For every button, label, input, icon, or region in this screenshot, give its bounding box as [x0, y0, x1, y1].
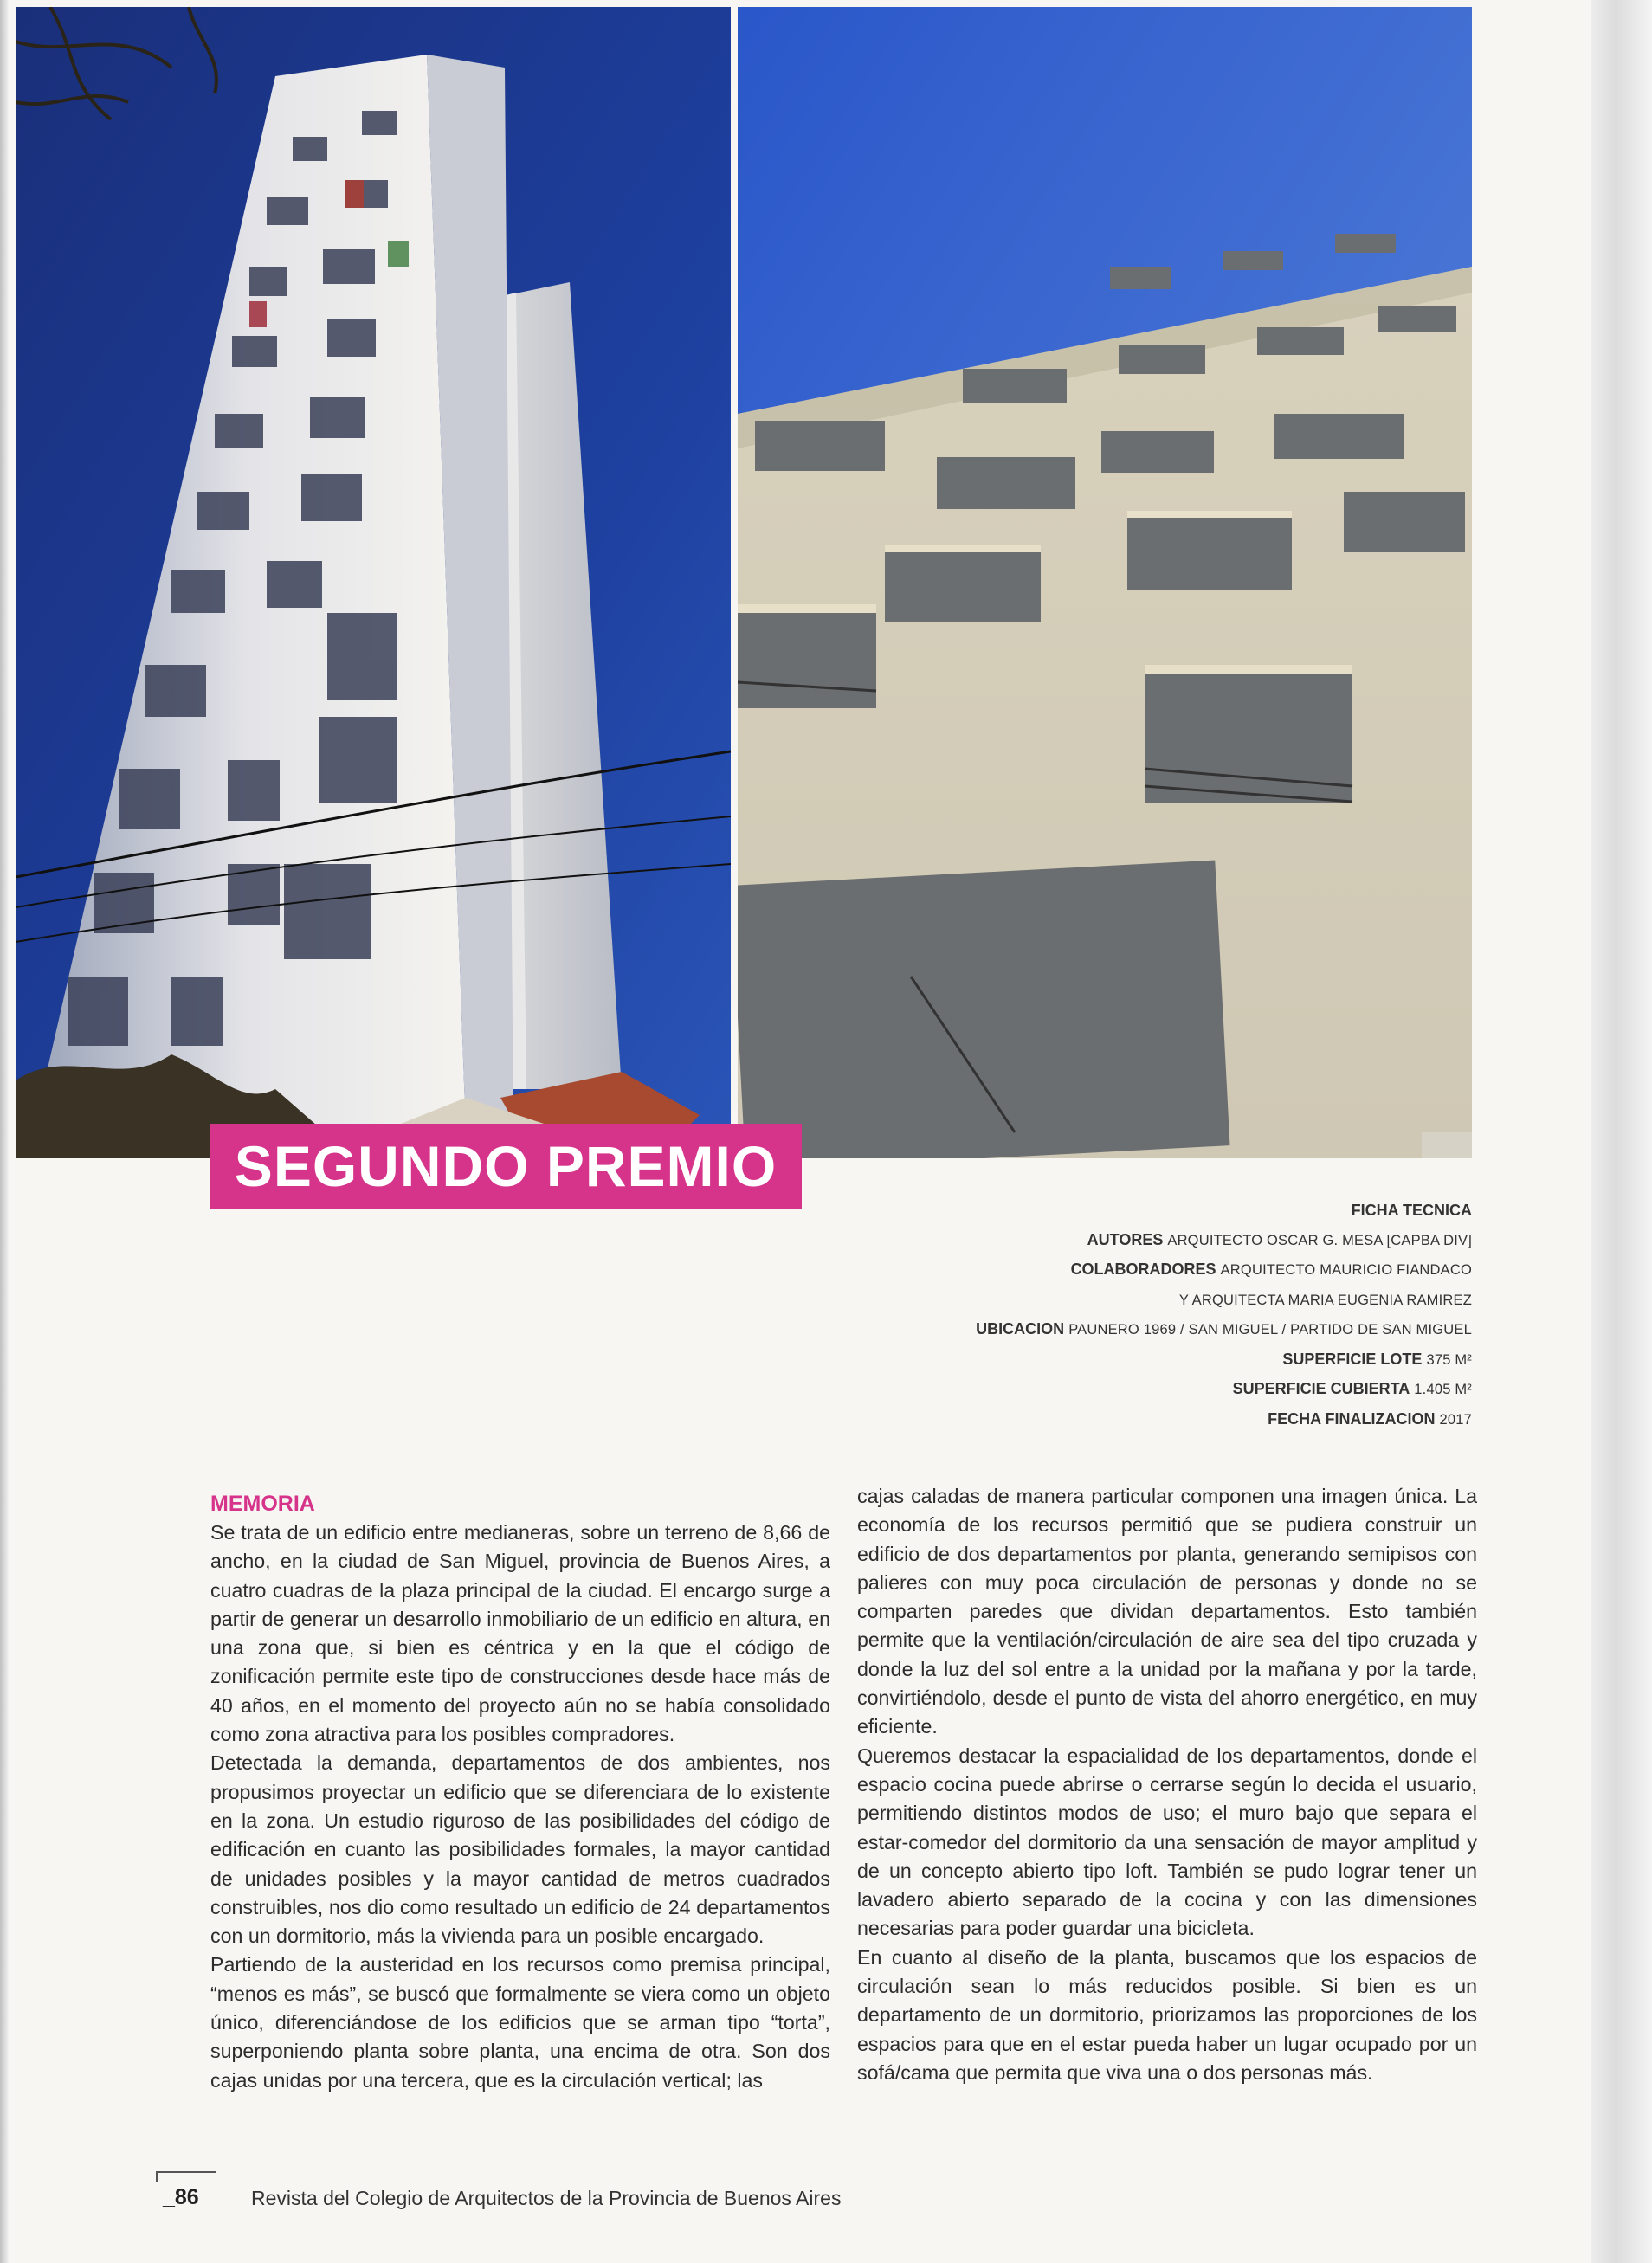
memoria-paragraph: En cuanto al diseño de la planta, buscamos que los espacios de circulación sean lo más reducidos posible. Si bien es un departamento de un dormitorio, priorizamos las proporciones de los espacios para que en el estar pueda haber un lugar ocupado por un sofá/cama que permita que viva una o dos personas más.: [857, 1945, 1477, 2084]
memoria-column-left: [210, 1489, 830, 2095]
tech-sheet-row: [779, 1405, 1472, 1435]
tech-sheet-row: [779, 1255, 1472, 1286]
tech-sheet-row: [779, 1286, 1472, 1316]
memoria-title: MEMORIA: [210, 1492, 315, 1516]
tech-sheet-value: 1.405 M²: [1414, 1382, 1472, 1397]
tech-sheet-value: PAUNERO 1969 / SAN MIGUEL / PARTIDO DE SAN MIGUEL: [1068, 1322, 1472, 1338]
award-banner: [210, 1124, 802, 1209]
publication-name: Revista del Colegio de Arquitectos de la Provincia de Buenos Aires: [251, 2187, 842, 2209]
award-title: SEGUNDO PREMIO: [234, 1134, 778, 1198]
memoria-paragraph: Partiendo de la austeridad en los recursos como premisa principal, “menos es más”, se buscó que formalmente se viera como un objeto único, diferenciándose de los edificios que se arman tipo “torta”, superponiendo planta sobre planta, una encima de otra. Son dos cajas unidas por una tercera, que es la circulación vertical; las: [210, 1953, 830, 2092]
tech-sheet: [779, 1196, 1472, 1435]
tech-sheet-value: ARQUITECTO OSCAR G. MESA [CAPBA DIV]: [1167, 1232, 1472, 1248]
tech-sheet-label: AUTORES: [1087, 1230, 1164, 1248]
page-footer: [156, 2171, 935, 2223]
tech-sheet-label: SUPERFICIE CUBIERTA: [1232, 1380, 1410, 1397]
tech-sheet-row: [779, 1375, 1472, 1405]
tech-sheet-value: 375 M²: [1426, 1351, 1472, 1368]
tech-sheet-label: FECHA FINALIZACION: [1268, 1409, 1436, 1428]
tech-sheet-label: COLABORADORES: [1070, 1260, 1216, 1278]
footer-rule: [156, 2171, 216, 2173]
tech-sheet-value: 2017: [1439, 1411, 1472, 1428]
memoria-column-right: [857, 1482, 1477, 2087]
memoria-paragraph: Detectada la demanda, departamentos de dos ambientes, nos propusimos proyectar un edificio que se diferenciara de lo existente en la zona. Un estudio riguroso de las posibilidades del código de edificación en cuanto las posibilidades formales, la mayor cantidad de unidades posibles y la mayor cantidad de metros cuadrados construibles, nos dio como resultado un edificio de 24 departamentos con un dormitorio, más la vivienda para un posible encargado.: [210, 1751, 830, 1948]
building-photo-left: [16, 7, 731, 1158]
memoria-paragraph: Queremos destacar la espacialidad de los departamentos, donde el espacio cocina puede abrirse o cerrarse según lo decida el usuario, permitiendo distintos modos de uso; el muro bajo que separa el estar-comedor del dormitorio da una sensación de mayor amplitud y de un concepto abierto tipo loft. También se pudo lograr tener un lavadero abierto separado de la cocina y con las dimensiones necesarias para poder guardar una bicicleta.: [857, 1744, 1477, 1940]
tech-sheet-value: ARQUITECTO MAURICIO FIANDACO: [1220, 1262, 1472, 1278]
tech-sheet-row: [779, 1226, 1472, 1256]
tech-sheet-label: SUPERFICIE LOTE: [1282, 1350, 1423, 1368]
tower-illustration: [16, 7, 731, 1158]
memoria-paragraph: Se trata de un edificio entre medianeras, sobre un terreno de 8,66 de ancho, en la ciudad de San Miguel, provincia de Buenos Aires, a cuatro cuadras de la plaza principal de la ciudad. El encargo surge a partir de generar un desarrollo inmobiliario de un edificio en altura, en una zona que, si bien es céntrica y en la que el código de zonificación permite este tipo de construcciones desde hace más de 40 años, en el momento del proyecto aún no se había consolidado como zona atractiva para los posibles compradores.: [210, 1521, 830, 1746]
building-photo-right: [738, 7, 1472, 1158]
footer-rule-tick: [156, 2171, 158, 2182]
tech-sheet-row: [779, 1315, 1472, 1345]
tech-sheet-heading: FICHA TECNICA: [1351, 1202, 1472, 1219]
tech-sheet-row: [779, 1345, 1472, 1376]
page-number: _86: [163, 2185, 199, 2209]
page-curl-shadow: [1591, 0, 1652, 2263]
memoria-paragraph: cajas caladas de manera particular componen una imagen única. La economía de los recursos permitió que se pudiera construir un edificio de dos departamentos por planta, generando semipisos con palieres con muy poca circulación de personas y donde no se comparten paredes que dividan departamentos. Esto también permite que la ventilación/circulación de aire sea del tipo cruzada y donde la luz del sol entre a la unidad por la mañana y por la tarde, convirtiéndolo, desde el punto de vista del ahorro energético, en muy eficiente.: [857, 1485, 1477, 1738]
page-binding-edge: [0, 0, 9, 2263]
facade-illustration: [738, 7, 1472, 1158]
tech-sheet-value: Y ARQUITECTA MARIA EUGENIA RAMIREZ: [1178, 1292, 1472, 1308]
tech-sheet-label: UBICACION: [976, 1320, 1065, 1338]
